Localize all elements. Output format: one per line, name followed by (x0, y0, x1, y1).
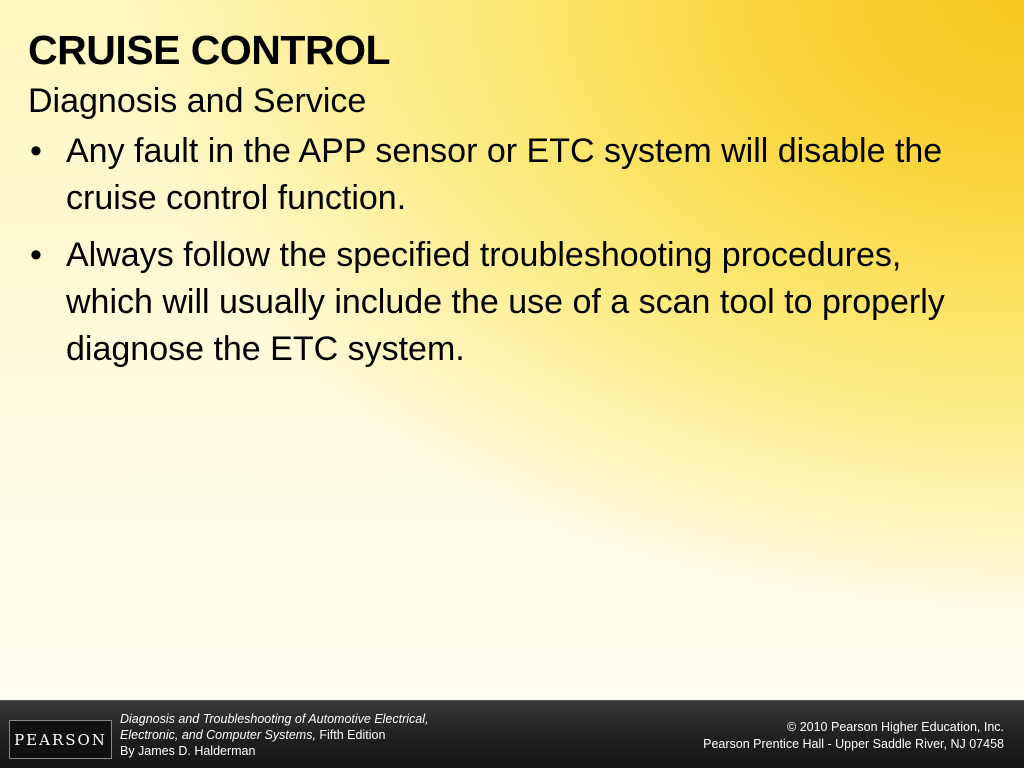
slide-subtitle: Diagnosis and Service (28, 82, 367, 120)
bullet-text: Any fault in the APP sensor or ETC system will disable the cruise control function. (66, 132, 943, 217)
pearson-logo (9, 720, 112, 759)
pearson-logo-text: PEARSON (14, 730, 107, 749)
bullet-marker: • (30, 132, 42, 170)
footer-bar (0, 700, 1024, 768)
copyright-notice (703, 719, 1004, 753)
bullet-marker: • (30, 236, 42, 274)
bullet-list (30, 128, 990, 383)
bullet-item (30, 128, 990, 222)
slide-title: CRUISE CONTROL (28, 27, 390, 73)
bullet-text: Always follow the specified troubleshooting procedures, which will usually include the use of a scan tool to properly diagnose the ETC system. (66, 236, 945, 368)
book-title-line2-row (120, 727, 429, 743)
book-title-line1: Diagnosis and Troubleshooting of Automotive Electrical, (120, 712, 429, 726)
bullet-item (30, 232, 990, 373)
book-author: By James D. Halderman (120, 744, 256, 758)
book-info (120, 711, 429, 759)
book-title-line2: Electronic, and Computer Systems, (120, 728, 316, 742)
copyright-line1: © 2010 Pearson Higher Education, Inc. (787, 720, 1004, 734)
copyright-line2: Pearson Prentice Hall - Upper Saddle River, NJ 07458 (703, 737, 1004, 751)
book-edition: Fifth Edition (315, 728, 386, 742)
